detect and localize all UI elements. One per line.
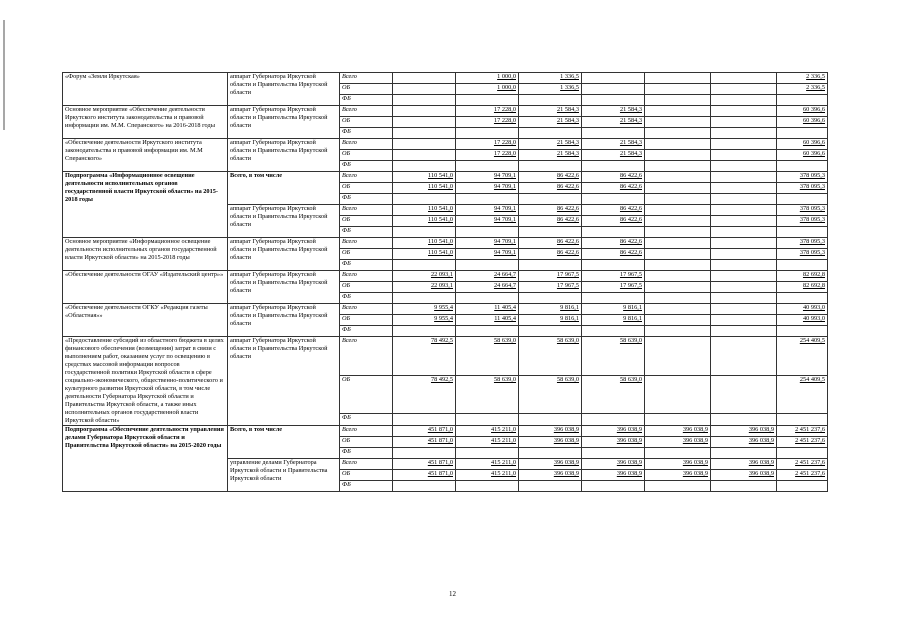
- source-cell: Всего: [340, 238, 393, 249]
- value-cell: [711, 337, 777, 376]
- total-cell: 2 451 237,6: [777, 459, 828, 470]
- value-cell: [645, 414, 711, 426]
- value-cell: [456, 260, 519, 271]
- value-cell: [645, 238, 711, 249]
- value-cell: [393, 161, 456, 172]
- source-cell: Всего: [340, 271, 393, 282]
- value-cell: 1 000,0: [456, 84, 519, 95]
- value-cell: 110 541,0: [393, 172, 456, 183]
- value-cell: 396 038,9: [711, 437, 777, 448]
- source-cell: ФБ: [340, 161, 393, 172]
- value-cell: [711, 95, 777, 106]
- total-cell: 60 396,6: [777, 106, 828, 117]
- value-cell: [456, 161, 519, 172]
- value-cell: [582, 326, 645, 337]
- value-cell: 86 422,6: [582, 205, 645, 216]
- value-cell: [645, 337, 711, 376]
- value-cell: [711, 84, 777, 95]
- value-cell: [711, 448, 777, 459]
- value-cell: [711, 375, 777, 414]
- value-cell: 94 709,1: [456, 172, 519, 183]
- program-name: Основное мероприятие «Обеспечение деятельности Иркутского института законодательства и правовой информации им. М.М. Сперанского» на 2016-2018 годы: [63, 106, 228, 139]
- value-cell: [519, 260, 582, 271]
- value-cell: 17 967,5: [519, 271, 582, 282]
- value-cell: 94 709,1: [456, 238, 519, 249]
- responsible-executor: аппарат Губернатора Иркутской области и Правительства Иркутской области: [228, 271, 340, 304]
- value-cell: [519, 448, 582, 459]
- value-cell: [519, 161, 582, 172]
- total-cell: [777, 128, 828, 139]
- value-cell: [393, 227, 456, 238]
- total-cell: 254 409,5: [777, 337, 828, 376]
- total-cell: [777, 414, 828, 426]
- value-cell: [711, 271, 777, 282]
- value-cell: [645, 73, 711, 84]
- program-name: «Обеспечение деятельности ОГАУ «Издательский центр»»: [63, 271, 228, 304]
- total-cell: 378 095,3: [777, 249, 828, 260]
- value-cell: 9 816,1: [519, 304, 582, 315]
- program-name: «Обеспечение деятельности ОГКУ «Редакция газеты «Областная»»: [63, 304, 228, 337]
- value-cell: [456, 481, 519, 492]
- value-cell: 110 541,0: [393, 216, 456, 227]
- value-cell: [645, 205, 711, 216]
- program-name: «Предоставление субсидий из областного бюджета в целях финансового обеспечения (возмещения) затрат в связи с выполнением работ, оказанием услуг по освещению в средствах массовой информации вопросов государственной политики Иркутской области в сфере социально-экономического, общественно-политического и культурного развития Иркутской области, в том числе деятельности Губернатора Иркутской области и Правительства Иркутской области, а также иных исполнительных органов государственной власти Иркутской области»: [63, 337, 228, 426]
- source-cell: ОБ: [340, 315, 393, 326]
- responsible-executor: аппарат Губернатора Иркутской области и Правительства Иркутской области: [228, 304, 340, 337]
- value-cell: 58 639,0: [582, 337, 645, 376]
- value-cell: [582, 84, 645, 95]
- value-cell: [645, 216, 711, 227]
- value-cell: [711, 227, 777, 238]
- source-cell: ОБ: [340, 282, 393, 293]
- value-cell: 24 664,7: [456, 271, 519, 282]
- value-cell: 9 955,4: [393, 304, 456, 315]
- table-row: [63, 106, 828, 117]
- responsible-executor: аппарат Губернатора Иркутской области и Правительства Иркутской области: [228, 337, 340, 426]
- value-cell: [711, 293, 777, 304]
- value-cell: 86 422,6: [519, 172, 582, 183]
- value-cell: 24 664,7: [456, 282, 519, 293]
- program-name: Подпрограмма «Информационное освещение деятельности исполнительных органов государственной власти Иркутской области» на 2015-2018 годы: [63, 172, 228, 238]
- value-cell: [519, 95, 582, 106]
- value-cell: [393, 139, 456, 150]
- value-cell: [519, 326, 582, 337]
- value-cell: [393, 73, 456, 84]
- value-cell: [711, 249, 777, 260]
- value-cell: [645, 282, 711, 293]
- value-cell: [519, 481, 582, 492]
- value-cell: 58 639,0: [456, 375, 519, 414]
- value-cell: [711, 326, 777, 337]
- value-cell: [582, 260, 645, 271]
- value-cell: [582, 161, 645, 172]
- value-cell: 94 709,1: [456, 205, 519, 216]
- value-cell: [456, 414, 519, 426]
- total-cell: [777, 481, 828, 492]
- value-cell: [582, 414, 645, 426]
- value-cell: [711, 414, 777, 426]
- value-cell: [645, 260, 711, 271]
- value-cell: 396 038,9: [711, 459, 777, 470]
- table-row: [63, 238, 828, 249]
- value-cell: 86 422,6: [582, 216, 645, 227]
- total-cell: 2 336,5: [777, 84, 828, 95]
- value-cell: 86 422,6: [519, 249, 582, 260]
- value-cell: 86 422,6: [582, 183, 645, 194]
- total-cell: [777, 293, 828, 304]
- value-cell: 58 639,0: [582, 375, 645, 414]
- value-cell: [582, 194, 645, 205]
- value-cell: 21 584,3: [519, 150, 582, 161]
- value-cell: [393, 293, 456, 304]
- value-cell: [645, 194, 711, 205]
- value-cell: 1 000,0: [456, 73, 519, 84]
- value-cell: 58 639,0: [456, 337, 519, 376]
- value-cell: [711, 172, 777, 183]
- value-cell: [711, 150, 777, 161]
- value-cell: [582, 293, 645, 304]
- value-cell: [582, 227, 645, 238]
- source-cell: ОБ: [340, 84, 393, 95]
- value-cell: 396 038,9: [519, 470, 582, 481]
- value-cell: 396 038,9: [582, 459, 645, 470]
- value-cell: [645, 326, 711, 337]
- source-cell: ФБ: [340, 260, 393, 271]
- value-cell: 396 038,9: [519, 426, 582, 437]
- value-cell: [711, 216, 777, 227]
- source-cell: ОБ: [340, 249, 393, 260]
- value-cell: 17 228,0: [456, 139, 519, 150]
- value-cell: 22 093,1: [393, 271, 456, 282]
- scan-edge-mark: [3, 20, 5, 130]
- value-cell: [645, 84, 711, 95]
- source-cell: ФБ: [340, 128, 393, 139]
- value-cell: [711, 128, 777, 139]
- value-cell: [711, 161, 777, 172]
- program-name: Подпрограмма «Обеспечение деятельности управления делами Губернатора Иркутской области и Правительства Иркутской области» на 2015-2020 годы: [63, 426, 228, 492]
- value-cell: [456, 128, 519, 139]
- value-cell: 17 228,0: [456, 117, 519, 128]
- source-cell: ОБ: [340, 150, 393, 161]
- responsible-executor: аппарат Губернатора Иркутской области и Правительства Иркутской области: [228, 73, 340, 106]
- value-cell: [711, 481, 777, 492]
- value-cell: [393, 106, 456, 117]
- value-cell: 86 422,6: [519, 205, 582, 216]
- value-cell: [456, 326, 519, 337]
- value-cell: 415 211,0: [456, 426, 519, 437]
- total-cell: [777, 260, 828, 271]
- table-row: [63, 304, 828, 315]
- value-cell: 451 871,0: [393, 437, 456, 448]
- value-cell: [645, 161, 711, 172]
- value-cell: 21 584,3: [582, 106, 645, 117]
- value-cell: [393, 260, 456, 271]
- source-cell: Всего: [340, 172, 393, 183]
- value-cell: 396 038,9: [645, 437, 711, 448]
- value-cell: [393, 448, 456, 459]
- source-cell: Всего: [340, 459, 393, 470]
- value-cell: 451 871,0: [393, 459, 456, 470]
- value-cell: 21 584,3: [582, 139, 645, 150]
- source-cell: ОБ: [340, 183, 393, 194]
- value-cell: 9 816,1: [519, 315, 582, 326]
- value-cell: 58 639,0: [519, 337, 582, 376]
- total-cell: [777, 227, 828, 238]
- value-cell: [393, 150, 456, 161]
- total-cell: 378 095,3: [777, 172, 828, 183]
- value-cell: [519, 414, 582, 426]
- source-cell: Всего: [340, 426, 393, 437]
- value-cell: [711, 315, 777, 326]
- value-cell: [645, 448, 711, 459]
- value-cell: [711, 282, 777, 293]
- source-cell: ФБ: [340, 414, 393, 426]
- value-cell: 396 038,9: [582, 437, 645, 448]
- value-cell: 9 816,1: [582, 304, 645, 315]
- value-cell: 110 541,0: [393, 238, 456, 249]
- value-cell: [711, 260, 777, 271]
- source-cell: Всего: [340, 139, 393, 150]
- responsible-executor: аппарат Губернатора Иркутской области и Правительства Иркутской области: [228, 106, 340, 139]
- total-cell: 378 095,3: [777, 205, 828, 216]
- value-cell: 1 336,5: [519, 73, 582, 84]
- value-cell: 17 967,5: [582, 282, 645, 293]
- total-cell: [777, 194, 828, 205]
- value-cell: 17 228,0: [456, 106, 519, 117]
- value-cell: 86 422,6: [582, 249, 645, 260]
- source-cell: ОБ: [340, 437, 393, 448]
- value-cell: 21 584,3: [582, 117, 645, 128]
- value-cell: [393, 414, 456, 426]
- value-cell: [456, 194, 519, 205]
- source-cell: Всего: [340, 205, 393, 216]
- source-cell: ФБ: [340, 293, 393, 304]
- total-cell: [777, 326, 828, 337]
- responsible-executor: аппарат Губернатора Иркутской области и Правительства Иркутской области: [228, 205, 340, 238]
- value-cell: 11 405,4: [456, 304, 519, 315]
- value-cell: 17 967,5: [519, 282, 582, 293]
- value-cell: [393, 95, 456, 106]
- program-name: «Форум «Земля Иркутская»: [63, 73, 228, 106]
- value-cell: [519, 227, 582, 238]
- value-cell: [711, 205, 777, 216]
- value-cell: [645, 481, 711, 492]
- value-cell: 21 584,3: [519, 139, 582, 150]
- value-cell: 9 816,1: [582, 315, 645, 326]
- value-cell: [645, 95, 711, 106]
- value-cell: 110 541,0: [393, 183, 456, 194]
- total-cell: 254 409,5: [777, 375, 828, 414]
- value-cell: [711, 139, 777, 150]
- value-cell: 396 038,9: [519, 437, 582, 448]
- value-cell: 415 211,0: [456, 459, 519, 470]
- value-cell: 415 211,0: [456, 437, 519, 448]
- table-row: [63, 172, 828, 183]
- value-cell: 396 038,9: [645, 470, 711, 481]
- value-cell: [393, 326, 456, 337]
- table-row: [63, 426, 828, 437]
- value-cell: 110 541,0: [393, 205, 456, 216]
- total-cell: 40 993,0: [777, 315, 828, 326]
- value-cell: 415 211,0: [456, 470, 519, 481]
- value-cell: [711, 238, 777, 249]
- source-cell: ОБ: [340, 117, 393, 128]
- table-row: [63, 337, 828, 376]
- total-cell: [777, 448, 828, 459]
- total-cell: [777, 161, 828, 172]
- responsible-executor: аппарат Губернатора Иркутской области и Правительства Иркутской области: [228, 139, 340, 172]
- value-cell: 86 422,6: [519, 183, 582, 194]
- value-cell: [645, 271, 711, 282]
- value-cell: [711, 73, 777, 84]
- value-cell: [645, 128, 711, 139]
- value-cell: [645, 106, 711, 117]
- responsible-executor: аппарат Губернатора Иркутской области и Правительства Иркутской области: [228, 238, 340, 271]
- table-row: [63, 271, 828, 282]
- value-cell: 396 038,9: [582, 426, 645, 437]
- value-cell: [582, 95, 645, 106]
- value-cell: 86 422,6: [519, 216, 582, 227]
- program-name: Основное мероприятие «Информационное освещение деятельности исполнительных органов государственной власти Иркутской области» на 2015-2018 годы: [63, 238, 228, 271]
- page-number: 12: [449, 590, 456, 598]
- value-cell: [645, 375, 711, 414]
- value-cell: [456, 448, 519, 459]
- responsible-executor: управление делами Губернатора Иркутской области и Правительства Иркутской области: [228, 459, 340, 492]
- total-cell: 60 396,6: [777, 139, 828, 150]
- value-cell: [393, 481, 456, 492]
- source-cell: ФБ: [340, 95, 393, 106]
- value-cell: 78 492,5: [393, 375, 456, 414]
- value-cell: 86 422,6: [582, 238, 645, 249]
- value-cell: 451 871,0: [393, 426, 456, 437]
- table-row: [63, 73, 828, 84]
- value-cell: [711, 304, 777, 315]
- value-cell: [393, 84, 456, 95]
- value-cell: 17 967,5: [582, 271, 645, 282]
- value-cell: [393, 117, 456, 128]
- value-cell: [519, 293, 582, 304]
- value-cell: [645, 117, 711, 128]
- source-cell: Всего: [340, 106, 393, 117]
- value-cell: 9 955,4: [393, 315, 456, 326]
- value-cell: [645, 183, 711, 194]
- value-cell: 86 422,6: [582, 172, 645, 183]
- source-cell: Всего: [340, 337, 393, 376]
- value-cell: [519, 128, 582, 139]
- value-cell: [645, 172, 711, 183]
- source-cell: ФБ: [340, 448, 393, 459]
- source-cell: ОБ: [340, 470, 393, 481]
- value-cell: [582, 73, 645, 84]
- value-cell: 22 093,1: [393, 282, 456, 293]
- source-cell: Всего: [340, 73, 393, 84]
- value-cell: 396 038,9: [711, 470, 777, 481]
- value-cell: [456, 293, 519, 304]
- value-cell: [393, 128, 456, 139]
- total-cell: 2 451 237,6: [777, 437, 828, 448]
- value-cell: [582, 448, 645, 459]
- total-cell: 82 692,8: [777, 282, 828, 293]
- value-cell: 110 541,0: [393, 249, 456, 260]
- value-cell: 11 405,4: [456, 315, 519, 326]
- total-cell: 378 095,3: [777, 238, 828, 249]
- value-cell: [645, 150, 711, 161]
- value-cell: [582, 481, 645, 492]
- responsible-executor: Всего, в том числе: [228, 426, 340, 459]
- value-cell: [645, 315, 711, 326]
- value-cell: 94 709,1: [456, 183, 519, 194]
- total-cell: 60 396,6: [777, 117, 828, 128]
- value-cell: [645, 249, 711, 260]
- budget-table: [62, 72, 828, 492]
- table-row: [63, 139, 828, 150]
- total-cell: 40 993,0: [777, 304, 828, 315]
- value-cell: [711, 117, 777, 128]
- value-cell: 1 336,5: [519, 84, 582, 95]
- value-cell: [645, 304, 711, 315]
- value-cell: 86 422,6: [519, 238, 582, 249]
- source-cell: ФБ: [340, 326, 393, 337]
- value-cell: [711, 194, 777, 205]
- source-cell: ФБ: [340, 227, 393, 238]
- value-cell: 21 584,3: [519, 106, 582, 117]
- value-cell: 396 038,9: [645, 459, 711, 470]
- value-cell: 451 871,0: [393, 470, 456, 481]
- value-cell: [519, 194, 582, 205]
- value-cell: 58 639,0: [519, 375, 582, 414]
- value-cell: 94 709,1: [456, 216, 519, 227]
- value-cell: [645, 139, 711, 150]
- value-cell: [456, 227, 519, 238]
- source-cell: ФБ: [340, 194, 393, 205]
- total-cell: 378 095,3: [777, 216, 828, 227]
- value-cell: 21 584,3: [519, 117, 582, 128]
- value-cell: 396 038,9: [519, 459, 582, 470]
- total-cell: 2 451 237,6: [777, 426, 828, 437]
- value-cell: 396 038,9: [711, 426, 777, 437]
- value-cell: 21 584,3: [582, 150, 645, 161]
- total-cell: 2 451 237,6: [777, 470, 828, 481]
- total-cell: [777, 95, 828, 106]
- value-cell: [711, 183, 777, 194]
- value-cell: [582, 128, 645, 139]
- source-cell: ОБ: [340, 375, 393, 414]
- total-cell: 60 396,6: [777, 150, 828, 161]
- program-name: «Обеспечение деятельности Иркутского института законодательства и правовой информации им. М.М Сперанского»: [63, 139, 228, 172]
- value-cell: 396 038,9: [645, 426, 711, 437]
- value-cell: [645, 293, 711, 304]
- source-cell: Всего: [340, 304, 393, 315]
- responsible-executor: Всего, в том числе: [228, 172, 340, 205]
- value-cell: [711, 106, 777, 117]
- total-cell: 2 336,5: [777, 73, 828, 84]
- value-cell: [393, 194, 456, 205]
- value-cell: [645, 227, 711, 238]
- value-cell: 396 038,9: [582, 470, 645, 481]
- value-cell: 78 492,5: [393, 337, 456, 376]
- source-cell: ФБ: [340, 481, 393, 492]
- value-cell: 94 709,1: [456, 249, 519, 260]
- total-cell: 82 692,8: [777, 271, 828, 282]
- value-cell: [456, 95, 519, 106]
- source-cell: ОБ: [340, 216, 393, 227]
- total-cell: 378 095,3: [777, 183, 828, 194]
- value-cell: 17 228,0: [456, 150, 519, 161]
